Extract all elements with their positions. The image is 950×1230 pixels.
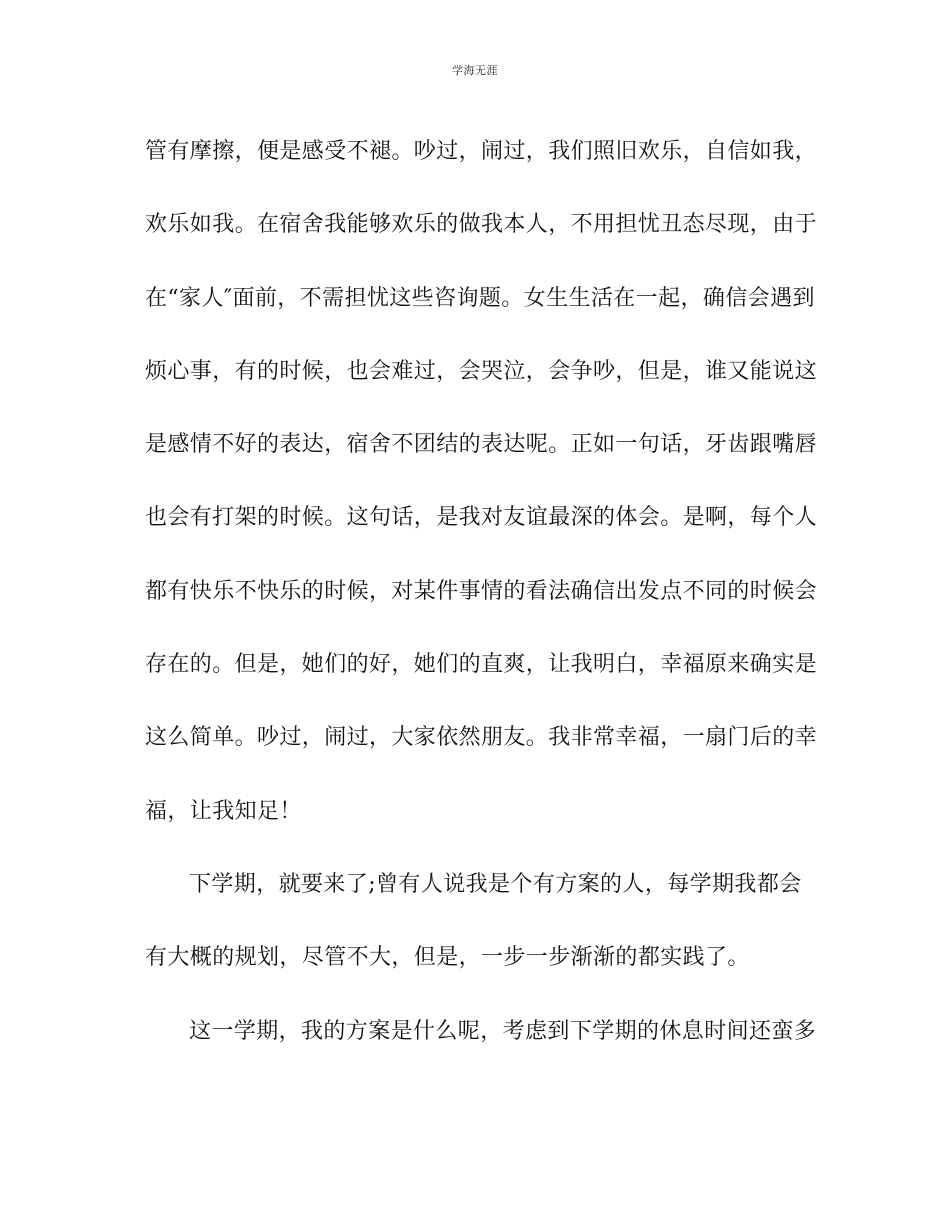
text-line: 也会有打架的时候。这句话，是我对友谊最深的体会。是啊，每个人 [145,505,818,531]
text-line: 这么简单。吵过，闹过，大家依然朋友。我非常幸福，一扇门后的幸 [145,725,818,751]
document-body [145,132,818,1085]
text-line: 在“家人″面前，不需担忧这些咨询题。女生生活在一起，确信会遇到 [145,285,815,311]
text-line: 欢乐如我。在宿舍我能够欢乐的做我本人，不用担忧丑态尽现，由于 [145,212,818,238]
text-line: 存在的。但是，她们的好，她们的直爽，让我明白，幸福原来确实是 [145,652,818,678]
text-line: 福，让我知足！ [145,798,302,824]
page-header: 学海无涯 [452,64,498,77]
text-line: 都有快乐不快乐的时候，对某件事情的看法确信出发点不同的时候会 [145,578,818,604]
text-line: 是感情不好的表达，宿舍不团结的表达呢。正如一句话，牙齿跟嘴唇 [145,432,818,458]
text-line: 有大概的规划，尽管不大，但是，一步一步渐渐的都实践了。 [145,945,750,971]
text-line: 管有摩擦，便是感受不褪。吵过，闹过，我们照旧欢乐，自信如我， [145,139,818,164]
text-line: 烦心事，有的时候，也会难过，会哭泣，会争吵，但是，谁又能说这 [145,358,818,384]
paragraph-start-line: 这一学期，我的方案是什么呢，考虑到下学期的休息时间还蛮多 [189,1018,817,1044]
paragraph-start-line: 下学期，就要来了;曾有人说我是个有方案的人，每学期我都会 [189,871,802,897]
